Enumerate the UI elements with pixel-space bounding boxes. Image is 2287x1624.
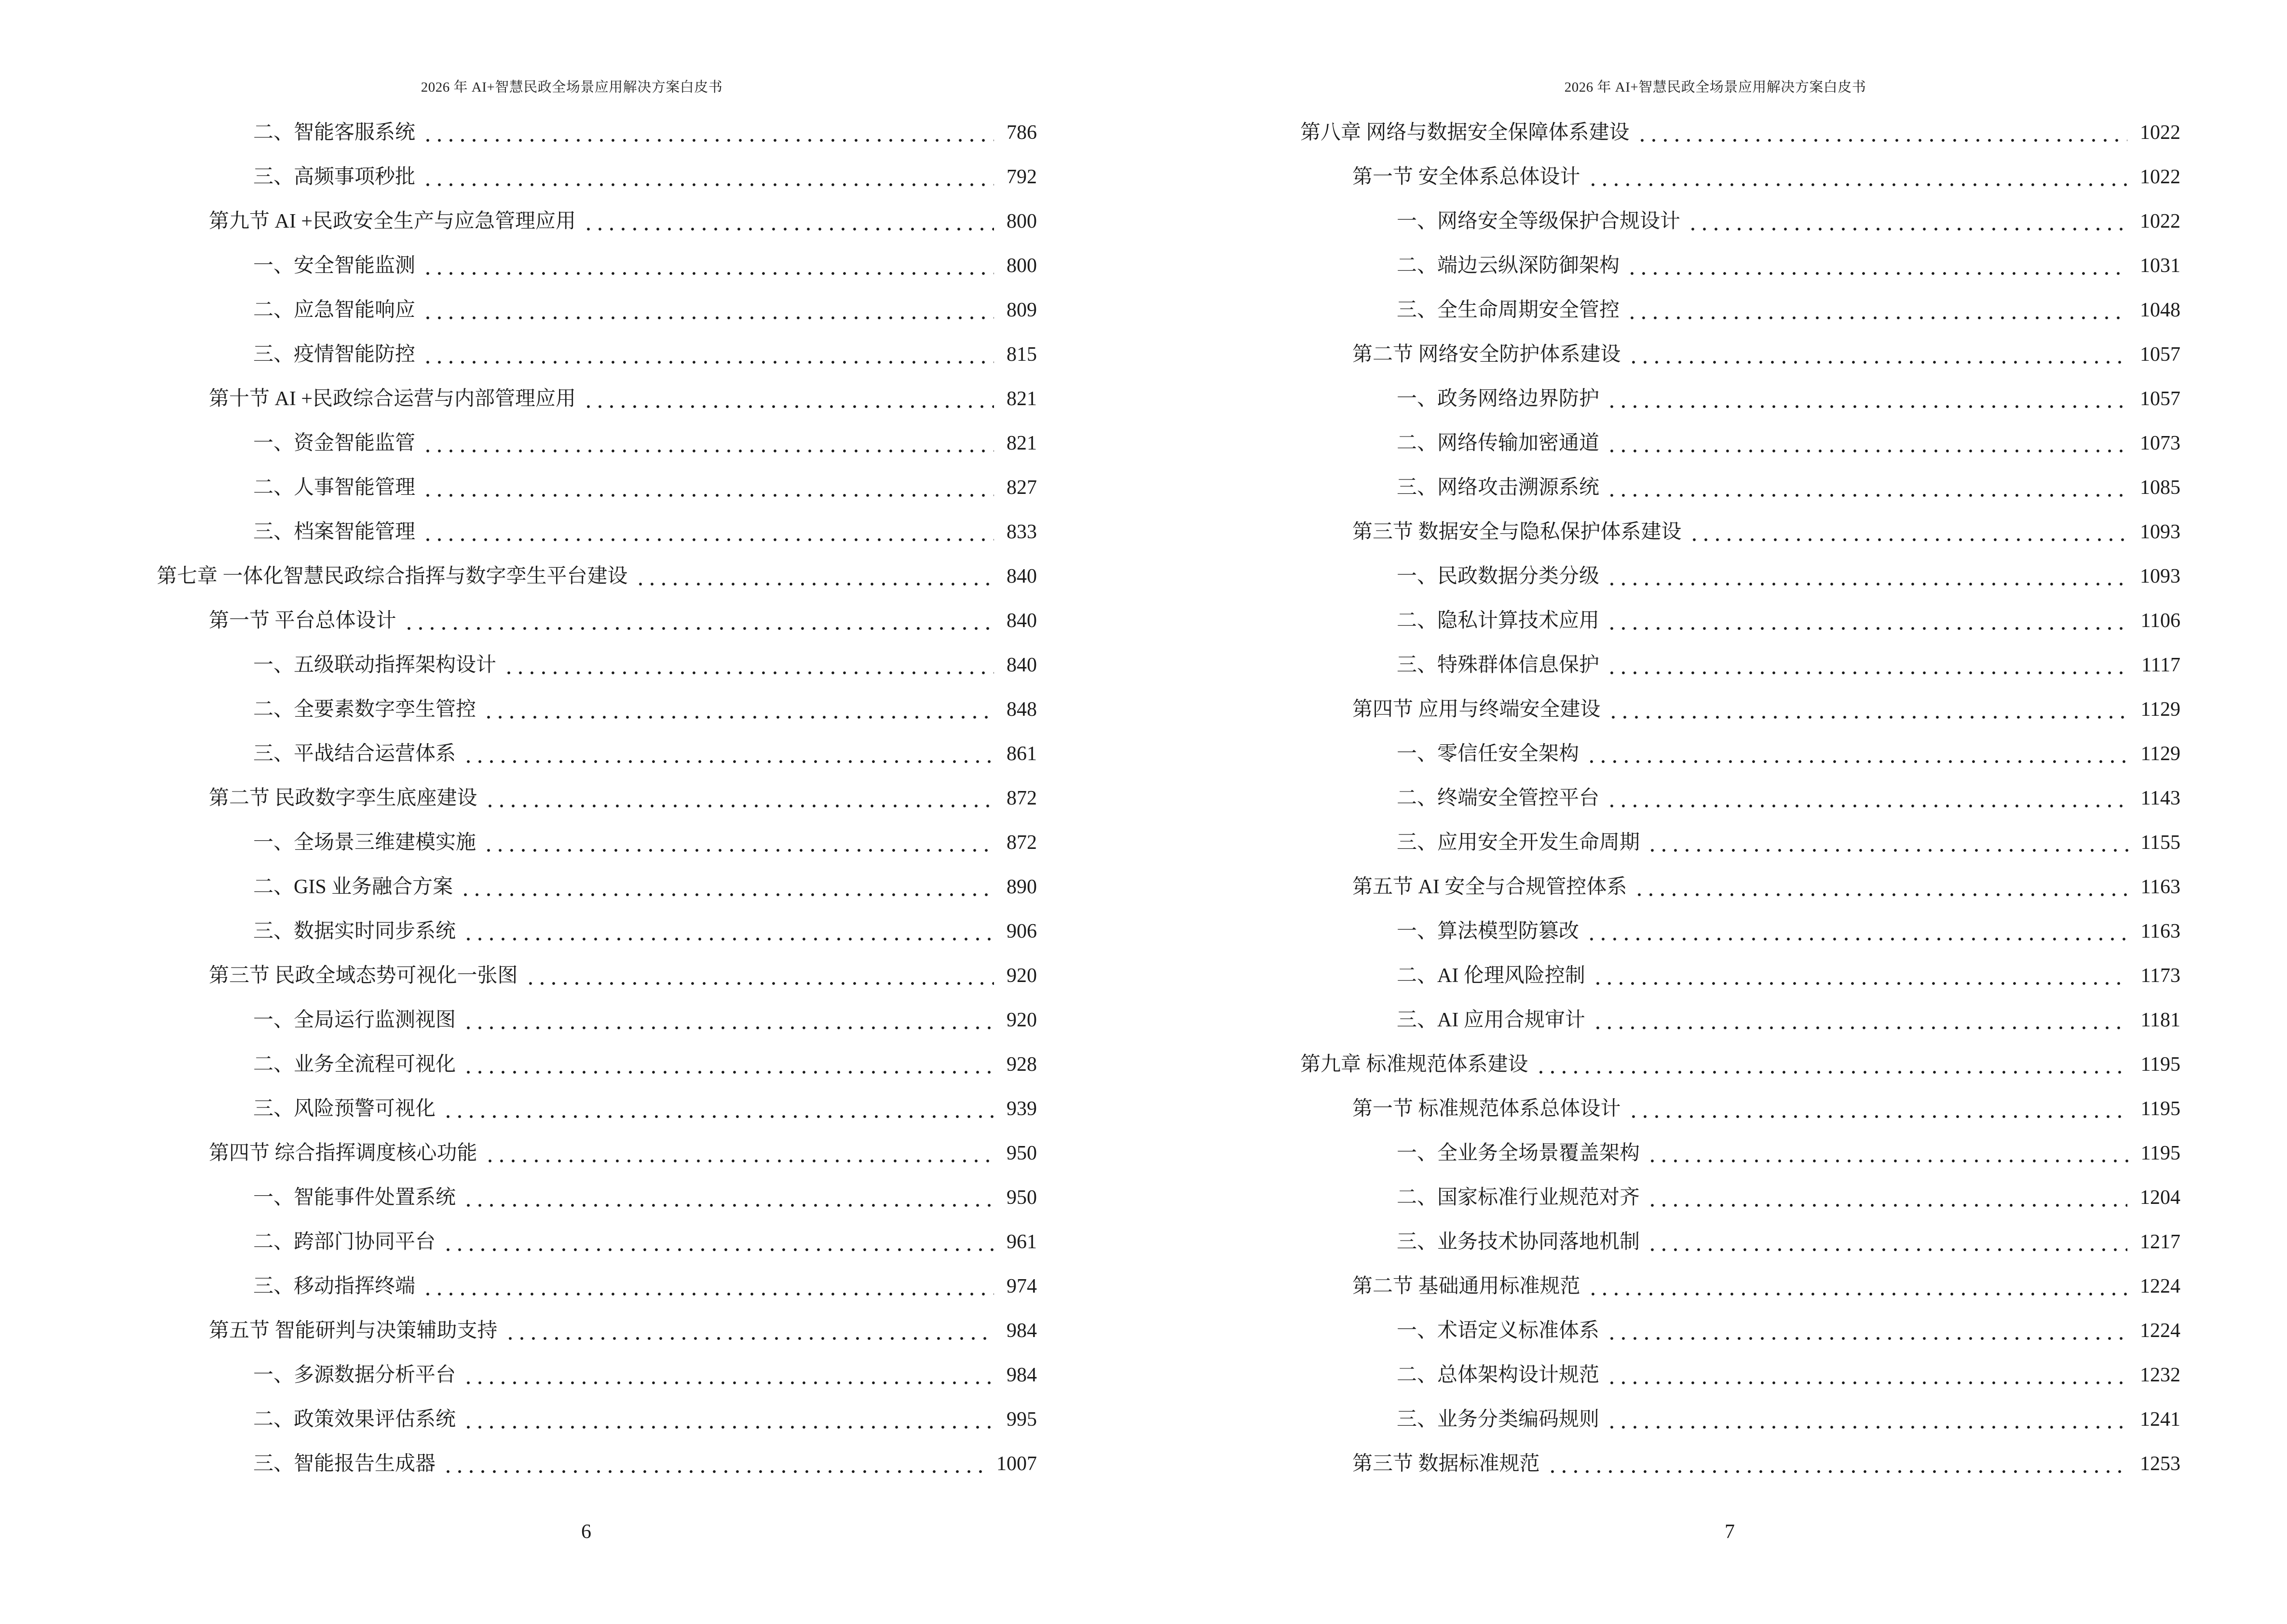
toc-entry-page-number: 1181 [2140, 1009, 2180, 1031]
toc-entry-page-number: 1224 [2140, 1320, 2180, 1342]
toc-entry [157, 155, 1037, 199]
toc-entry-page-number: 984 [1007, 1320, 1037, 1342]
toc-entry-title: 二、业务全流程可视化 [253, 1053, 456, 1076]
dot-leader [463, 1353, 994, 1397]
toc-entry-page-number: 872 [1007, 832, 1037, 854]
toc-entry-title: 第八章 网络与数据安全保障体系建设 [1300, 122, 1630, 144]
dot-leader [1687, 199, 2127, 244]
toc-entry [1300, 465, 2180, 510]
dot-leader [463, 909, 994, 954]
toc-entry-title: 一、零信任安全架构 [1397, 743, 1579, 765]
toc-entry-title: 三、全生命周期安全管控 [1397, 299, 1620, 321]
toc-entry [1300, 998, 2180, 1042]
toc-entry-title: 一、全局运行监测视图 [253, 1009, 456, 1031]
toc-entry [157, 820, 1037, 865]
toc-entry [157, 110, 1037, 155]
dot-leader [1647, 1175, 2127, 1220]
dot-leader [422, 421, 994, 465]
toc-entry [157, 1309, 1037, 1353]
toc-entry-title: 三、档案智能管理 [253, 521, 416, 543]
toc-entry-title: 一、五级联动指挥架构设计 [253, 654, 497, 676]
dot-leader [1647, 1131, 2128, 1175]
dot-leader [422, 288, 994, 332]
toc-entry-page-number: 827 [1007, 477, 1037, 499]
toc-entry-page-number: 800 [1007, 255, 1037, 277]
toc-entry [157, 998, 1037, 1042]
toc-entry-title: 一、算法模型防篡改 [1397, 920, 1579, 942]
toc-entry-page-number: 821 [1007, 432, 1037, 454]
toc-entry-page-number: 848 [1007, 698, 1037, 721]
toc-entry-page-number: 792 [1007, 166, 1037, 188]
toc-entry-title: 一、网络安全等级保护合规设计 [1397, 210, 1681, 232]
dot-leader [1535, 1042, 2128, 1087]
toc-entry-title: 三、AI 应用合规审计 [1397, 1009, 1585, 1031]
toc-entry [157, 1442, 1037, 1486]
toc-entry-title: 二、智能客服系统 [253, 122, 416, 144]
toc-entry-page-number: 1195 [2140, 1098, 2180, 1120]
toc-entry [157, 510, 1037, 554]
toc-entry-page-number: 1048 [2140, 299, 2180, 321]
dot-leader [1606, 1397, 2127, 1442]
toc-entry [1300, 554, 2180, 599]
toc-entry-page-number: 840 [1007, 610, 1037, 632]
toc-entry-page-number: 821 [1007, 388, 1037, 410]
toc-entry-page-number: 1085 [2140, 477, 2180, 499]
toc-entry-page-number: 1129 [2140, 743, 2180, 765]
toc-entry-page-number: 1117 [2141, 654, 2180, 676]
toc-entry [1300, 865, 2180, 909]
toc-entry-title: 第一节 安全体系总体设计 [1352, 166, 1580, 188]
toc-entry [157, 776, 1037, 820]
toc-entry [1300, 332, 2180, 377]
dot-leader [422, 155, 994, 199]
toc-entry-page-number: 1057 [2140, 343, 2180, 366]
dot-leader [463, 998, 994, 1042]
running-header: 2026 年 AI+智慧民政全场景应用解决方案白皮书 [1564, 80, 1866, 95]
toc-entry [1300, 1042, 2180, 1087]
toc-entry [1300, 377, 2180, 421]
toc-entry [157, 1397, 1037, 1442]
dot-leader [484, 776, 994, 820]
running-header: 2026 年 AI+智慧民政全场景应用解决方案白皮书 [421, 80, 723, 95]
toc-entry [157, 599, 1037, 643]
toc-entry [157, 687, 1037, 732]
toc-entry [1300, 1175, 2180, 1220]
dot-leader [1607, 687, 2128, 732]
toc-entry-title: 三、平战结合运营体系 [253, 743, 456, 765]
dot-leader [463, 732, 994, 776]
dot-leader [422, 465, 994, 510]
toc-entry-title: 第二节 基础通用标准规范 [1352, 1275, 1580, 1297]
toc-entry-page-number: 1163 [2140, 920, 2180, 942]
toc-entry-page-number: 1163 [2140, 876, 2180, 898]
dot-leader [463, 1042, 994, 1087]
toc-entry-page-number: 800 [1007, 210, 1037, 232]
toc-entry-title: 二、人事智能管理 [253, 477, 416, 499]
toc-entry-page-number: 1232 [2140, 1364, 2180, 1386]
toc-entry [1300, 1264, 2180, 1309]
toc-entry-title: 第二节 民政数字孪生底座建设 [209, 787, 477, 809]
toc-entry-page-number: 1093 [2140, 521, 2180, 543]
toc-entry-page-number: 1129 [2140, 698, 2180, 721]
toc-entry-page-number: 974 [1007, 1275, 1037, 1297]
toc-entry [157, 244, 1037, 288]
dot-leader [1628, 1087, 2128, 1131]
toc-entry-page-number: 1195 [2140, 1142, 2180, 1164]
dot-leader [525, 954, 994, 998]
dot-leader [1547, 1442, 2127, 1486]
toc-entry-title: 三、业务分类编码规则 [1397, 1408, 1600, 1431]
toc-entry-title: 第七章 一体化智慧民政综合指挥与数字孪生平台建设 [157, 565, 628, 587]
dot-leader [460, 865, 994, 909]
toc-entry [157, 1220, 1037, 1264]
dot-leader [1606, 1309, 2127, 1353]
dot-leader [1634, 865, 2128, 909]
toc-entry [157, 1264, 1037, 1309]
toc-entry [157, 1087, 1037, 1131]
toc-entry [1300, 110, 2180, 155]
toc-entry [157, 554, 1037, 599]
toc-entry-title: 第二节 网络安全防护体系建设 [1352, 343, 1621, 366]
toc-entry-title: 二、政策效果评估系统 [253, 1408, 456, 1431]
toc-entry-title: 一、安全智能监测 [253, 255, 416, 277]
toc-entry-title: 一、术语定义标准体系 [1397, 1320, 1600, 1342]
toc-entry [1300, 199, 2180, 244]
toc-entry-page-number: 939 [1007, 1098, 1037, 1120]
toc-entry-title: 二、网络传输加密通道 [1397, 432, 1600, 454]
page-number: 7 [1725, 1521, 1735, 1543]
dot-leader [442, 1220, 994, 1264]
dot-leader [1606, 421, 2127, 465]
toc-entry [157, 1131, 1037, 1175]
toc-entry [1300, 1309, 2180, 1353]
dot-leader [1606, 377, 2127, 421]
toc-entry-title: 第三节 数据标准规范 [1352, 1453, 1540, 1475]
toc-entry-title: 第一节 平台总体设计 [209, 610, 396, 632]
dot-leader [463, 1175, 994, 1220]
dot-leader [463, 1397, 994, 1442]
toc-entry-page-number: 890 [1007, 876, 1037, 898]
dot-leader [1688, 510, 2127, 554]
dot-leader [442, 1087, 994, 1131]
toc-entry [1300, 510, 2180, 554]
toc-entry-title: 第五节 智能研判与决策辅助支持 [209, 1320, 498, 1342]
toc-entry [1300, 820, 2180, 865]
toc-entry [1300, 1087, 2180, 1131]
dot-leader [583, 377, 994, 421]
dot-leader [1626, 288, 2127, 332]
toc-entry [1300, 1397, 2180, 1442]
toc-entry [157, 1175, 1037, 1220]
toc-entry [1300, 421, 2180, 465]
dot-leader [583, 199, 994, 244]
dot-leader [1628, 332, 2127, 377]
toc-entry [157, 199, 1037, 244]
toc-entry-title: 一、智能事件处置系统 [253, 1187, 456, 1209]
toc-entry [157, 288, 1037, 332]
dot-leader [1606, 599, 2128, 643]
toc-entry-page-number: 840 [1007, 565, 1037, 587]
toc-entry [1300, 954, 2180, 998]
toc-entry-title: 第三节 民政全域态势可视化一张图 [209, 965, 518, 987]
toc-entry-title: 第三节 数据安全与隐私保护体系建设 [1352, 521, 1682, 543]
toc-entry [157, 954, 1037, 998]
toc-entry [157, 421, 1037, 465]
toc-entry-page-number: 1031 [2140, 255, 2180, 277]
toc-entry-page-number: 1022 [2140, 166, 2180, 188]
toc-entry-title: 第五节 AI 安全与合规管控体系 [1352, 876, 1627, 898]
toc-entry [1300, 909, 2180, 954]
toc-entry-title: 一、资金智能监管 [253, 432, 416, 454]
dot-leader [483, 820, 994, 865]
dot-leader [483, 687, 994, 732]
toc-entry-page-number: 1022 [2140, 122, 2180, 144]
toc-entry-page-number: 1195 [2140, 1053, 2180, 1076]
toc-entry-title: 二、总体架构设计规范 [1397, 1364, 1600, 1386]
toc-entry-page-number: 786 [1007, 122, 1037, 144]
toc-entry-title: 三、移动指挥终端 [253, 1275, 416, 1297]
toc-entry-title: 三、网络攻击溯源系统 [1397, 477, 1600, 499]
toc-entry-page-number: 833 [1007, 521, 1037, 543]
toc-list [157, 110, 1037, 1486]
toc-entry-title: 三、高频事项秒批 [253, 166, 416, 188]
dot-leader [1606, 643, 2129, 687]
toc-entry-title: 三、疫情智能防控 [253, 343, 416, 366]
toc-entry-page-number: 1173 [2140, 965, 2180, 987]
toc-entry-title: 第九章 标准规范体系建设 [1300, 1053, 1528, 1076]
toc-entry-page-number: 950 [1007, 1142, 1037, 1164]
dot-leader [422, 1264, 994, 1309]
dot-leader [1592, 998, 2128, 1042]
toc-entry-title: 第九节 AI +民政安全生产与应急管理应用 [209, 210, 576, 232]
dot-leader [1606, 465, 2127, 510]
toc-entry-page-number: 950 [1007, 1187, 1037, 1209]
toc-entry [1300, 643, 2180, 687]
dot-leader [484, 1131, 994, 1175]
dot-leader [1592, 954, 2128, 998]
toc-entry-page-number: 995 [1007, 1408, 1037, 1431]
toc-entry-title: 一、政务网络边界防护 [1397, 388, 1600, 410]
dot-leader [504, 1309, 994, 1353]
toc-entry [1300, 1220, 2180, 1264]
toc-entry-title: 三、风险预警可视化 [253, 1098, 436, 1120]
dot-leader [1626, 244, 2127, 288]
toc-entry-title: 二、隐私计算技术应用 [1397, 610, 1600, 632]
dot-leader [1586, 909, 2128, 954]
dot-leader [422, 110, 994, 155]
toc-entry-title: 三、业务技术协同落地机制 [1397, 1231, 1640, 1253]
toc-entry [157, 1353, 1037, 1397]
toc-entry-title: 二、全要素数字孪生管控 [253, 698, 476, 721]
toc-entry-title: 二、AI 伦理风险控制 [1397, 965, 1585, 987]
toc-entry [157, 465, 1037, 510]
dot-leader [1636, 110, 2127, 155]
toc-entry-title: 第四节 应用与终端安全建设 [1352, 698, 1601, 721]
toc-entry-page-number: 984 [1007, 1364, 1037, 1386]
toc-entry-title: 二、终端安全管控平台 [1397, 787, 1600, 809]
dot-leader [1647, 820, 2128, 865]
toc-entry-page-number: 1217 [2140, 1231, 2180, 1253]
toc-entry-page-number: 1204 [2140, 1187, 2180, 1209]
toc-entry-page-number: 1073 [2140, 432, 2180, 454]
dot-leader [1587, 1264, 2127, 1309]
toc-entry [1300, 1442, 2180, 1486]
toc-entry-title: 一、全场景三维建模实施 [253, 832, 476, 854]
toc-entry [1300, 1353, 2180, 1397]
toc-entry-title: 二、端边云纵深防御架构 [1397, 255, 1620, 277]
toc-entry-title: 第十节 AI +民政综合运营与内部管理应用 [209, 388, 576, 410]
dot-leader [422, 244, 994, 288]
toc-entry-title: 第一节 标准规范体系总体设计 [1352, 1098, 1621, 1120]
dot-leader [1606, 776, 2128, 820]
dot-leader [422, 510, 994, 554]
toc-entry [1300, 288, 2180, 332]
dot-leader [442, 1442, 984, 1486]
toc-entry-page-number: 961 [1007, 1231, 1037, 1253]
toc-entry-page-number: 861 [1007, 743, 1037, 765]
toc-entry-title: 一、全业务全场景覆盖架构 [1397, 1142, 1640, 1164]
toc-entry-page-number: 809 [1007, 299, 1037, 321]
dot-leader [635, 554, 994, 599]
toc-entry [157, 732, 1037, 776]
toc-entry [1300, 155, 2180, 199]
toc-entry-title: 二、跨部门协同平台 [253, 1231, 436, 1253]
toc-entry-page-number: 1253 [2140, 1453, 2180, 1475]
toc-entry-page-number: 1022 [2140, 210, 2180, 232]
toc-entry-page-number: 840 [1007, 654, 1037, 676]
toc-entry [1300, 599, 2180, 643]
toc-entry [157, 1042, 1037, 1087]
dot-leader [1647, 1220, 2127, 1264]
toc-entry-page-number: 920 [1007, 965, 1037, 987]
toc-entry-page-number: 928 [1007, 1053, 1037, 1076]
toc-entry-page-number: 1224 [2140, 1275, 2180, 1297]
toc-entry [1300, 244, 2180, 288]
toc-entry [157, 332, 1037, 377]
toc-entry-title: 二、GIS 业务融合方案 [253, 876, 453, 898]
toc-entry [157, 865, 1037, 909]
page-number: 6 [581, 1521, 591, 1543]
toc-entry [1300, 732, 2180, 776]
dot-leader [1586, 732, 2128, 776]
toc-entry-page-number: 1155 [2140, 832, 2180, 854]
toc-entry [1300, 776, 2180, 820]
dot-leader [422, 332, 994, 377]
dot-leader [403, 599, 994, 643]
toc-entry [157, 643, 1037, 687]
toc-entry-page-number: 920 [1007, 1009, 1037, 1031]
dot-leader [503, 643, 994, 687]
toc-entry-page-number: 815 [1007, 343, 1037, 366]
toc-entry [157, 377, 1037, 421]
toc-page-right [1144, 0, 2287, 1624]
toc-entry-page-number: 1093 [2140, 565, 2180, 587]
toc-entry [1300, 687, 2180, 732]
toc-entry-page-number: 1057 [2140, 388, 2180, 410]
toc-entry-title: 一、民政数据分类分级 [1397, 565, 1600, 587]
toc-entry-page-number: 906 [1007, 920, 1037, 942]
toc-entry-title: 第四节 综合指挥调度核心功能 [209, 1142, 477, 1164]
toc-entry-title: 三、智能报告生成器 [253, 1453, 436, 1475]
toc-entry-title: 三、应用安全开发生命周期 [1397, 832, 1640, 854]
toc-entry-page-number: 1241 [2140, 1408, 2180, 1431]
dot-leader [1606, 554, 2127, 599]
toc-list [1300, 110, 2180, 1486]
toc-entry-page-number: 1143 [2140, 787, 2180, 809]
toc-entry-title: 二、国家标准行业规范对齐 [1397, 1187, 1640, 1209]
toc-entry-title: 一、多源数据分析平台 [253, 1364, 456, 1386]
toc-entry-title: 三、特殊群体信息保护 [1397, 654, 1600, 676]
toc-entry-page-number: 1007 [996, 1453, 1037, 1475]
toc-entry-page-number: 1106 [2140, 610, 2180, 632]
toc-entry-page-number: 872 [1007, 787, 1037, 809]
toc-entry [1300, 1131, 2180, 1175]
toc-entry-title: 三、数据实时同步系统 [253, 920, 456, 942]
dot-leader [1606, 1353, 2127, 1397]
dot-leader [1587, 155, 2127, 199]
toc-entry-title: 二、应急智能响应 [253, 299, 416, 321]
toc-entry [157, 909, 1037, 954]
